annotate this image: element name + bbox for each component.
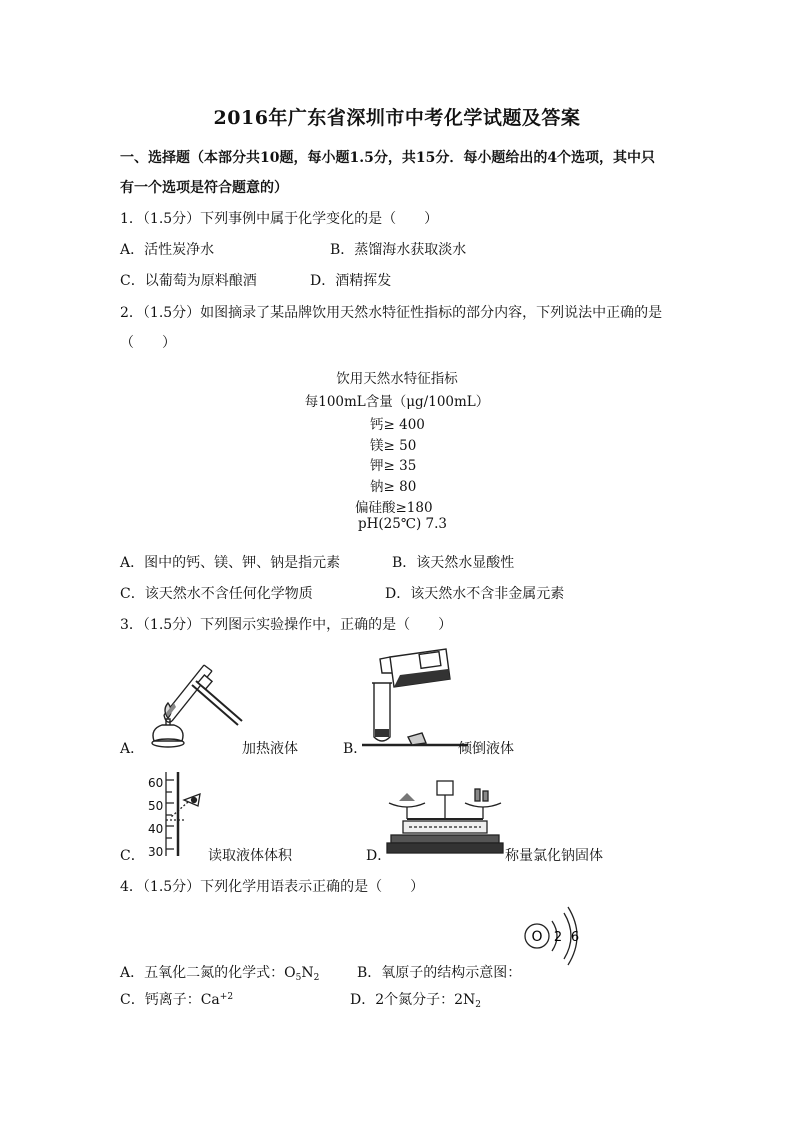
q4-option-a [120, 962, 319, 983]
shell2-electrons: 6 [570, 930, 580, 945]
oxygen-atom-diagram [520, 905, 590, 967]
q2-label-title: 饮用天然水特征指标 [336, 371, 458, 387]
pouring-liquid-illustration [360, 645, 470, 750]
q3-stem: 3．（1.5分）下列图示实验操作中，正确的是（ ） [120, 617, 453, 633]
q2-label-calcium: 钙≥ 400 [370, 417, 425, 433]
q2-paren: （ ） [120, 335, 176, 351]
q1-stem: 1．（1.5分）下列事例中属于化学变化的是（ ） [120, 211, 439, 227]
nucleus-label: O [531, 929, 543, 945]
q4-d-sub: 2 [475, 1000, 482, 1010]
q2-label-ph: pH(25℃) 7.3 [358, 516, 447, 532]
page-title: 2016年广东省深圳市中考化学试题及答案 [213, 107, 581, 129]
q4-option-d [350, 989, 481, 1010]
q4-option-c [120, 989, 233, 1009]
measuring-cylinder-illustration [140, 770, 210, 860]
cylinder-tick-60: 60 [148, 776, 164, 790]
q4-option-b: B．氧原子的结构示意图： [357, 965, 522, 981]
q3-option-a-letter: A． [120, 741, 145, 757]
q2-stem: 2．（1.5分）如图摘录了某品牌饮用天然水特征性指标的部分内容，下列说法中正确的是 [120, 305, 663, 321]
q2-option-a: A．图中的钙、镁、钾、钠是指元素 [120, 555, 341, 571]
q3-option-d-caption: 称量氯化钠固体 [505, 848, 603, 864]
balance-illustration [385, 775, 505, 860]
cylinder-tick-30: 30 [148, 845, 164, 859]
q2-option-d: D．该天然水不含非金属元素 [385, 586, 565, 602]
q2-label-metasilicic-acid: 偏硅酸≥180 [355, 500, 433, 516]
q2-label-potassium: 钾≥ 35 [370, 458, 417, 474]
q4-c-sup: +2 [219, 992, 234, 1002]
q4-d-text: D．2个氮分子：2N [350, 992, 476, 1008]
section-heading-line1: 一、选择题（本部分共10题，每小题1.5分，共15分．每小题给出的4个选项，其中只 [120, 150, 656, 166]
q2-label-sodium: 钠≥ 80 [370, 479, 417, 495]
section-heading-line2: 有一个选项是符合题意的） [120, 180, 288, 196]
q3-option-b-letter: B． [343, 741, 368, 757]
q1-option-c: C．以葡萄为原料酿酒 [120, 273, 257, 289]
q4-stem: 4．（1.5分）下列化学用语表示正确的是（ ） [120, 879, 425, 895]
q4-a-sub2: 2 [313, 973, 320, 983]
shell1-electrons: 2 [553, 930, 563, 945]
q2-option-c: C．该天然水不含任何化学物质 [120, 586, 313, 602]
q2-label-unit: 每100mL含量（μg/100mL） [304, 394, 490, 410]
heating-liquid-illustration [140, 655, 250, 755]
q4-a-sub1: 5 [295, 973, 302, 983]
q4-c-text: C．钙离子：Ca [120, 992, 220, 1008]
q3-option-c-letter: C． [120, 848, 145, 864]
q3-option-b-caption: 倾倒液体 [458, 741, 514, 757]
q2-option-b: B．该天然水显酸性 [392, 555, 515, 571]
q3-option-c-caption: 读取液体体积 [208, 848, 292, 864]
q3-option-a-caption: 加热液体 [242, 741, 298, 757]
q4-a-text: A．五氧化二氮的化学式：O [120, 965, 296, 981]
q4-a-mid: N [301, 965, 314, 981]
q1-option-b: B．蒸馏海水获取淡水 [330, 242, 467, 258]
q1-option-a: A．活性炭净水 [120, 242, 215, 258]
q3-option-d-letter: D． [366, 848, 392, 864]
cylinder-tick-40: 40 [148, 822, 164, 836]
q1-option-d: D．酒精挥发 [310, 273, 392, 289]
q2-label-magnesium: 镁≥ 50 [370, 438, 417, 454]
cylinder-tick-50: 50 [148, 799, 164, 813]
